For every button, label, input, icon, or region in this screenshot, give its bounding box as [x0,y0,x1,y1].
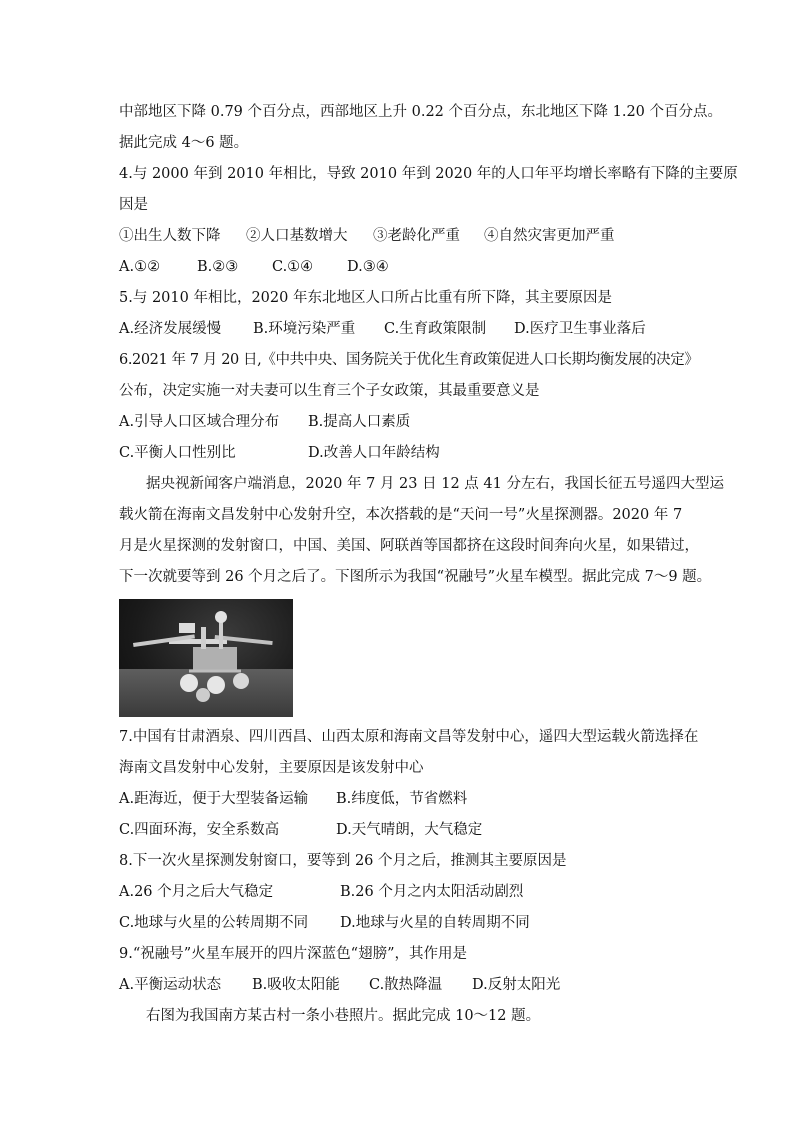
q4-item-3: ③老龄化严重 [373,228,460,244]
q4-item-1: ①出生人数下降 [119,228,221,244]
q5-option-c: C.生育政策限制 [384,321,487,337]
q5-option-b: B.环境污染严重 [253,321,356,337]
passage2-line-3: 月是火星探测的发射窗口，中国、美国、阿联酋等国都挤在这段时间奔向火星，如果错过， [119,538,699,554]
q7-option-b: B.纬度低，节省燃料 [336,791,468,807]
q6-option-c: C.平衡人口性别比 [119,445,236,461]
q9-option-d: D.反射太阳光 [472,977,561,993]
passage2-line-2: 载火箭在海南文昌发射中心发射升空，本次搭载的是“天问一号”火星探测器。2020 年 7 [119,507,683,523]
q4-option-c: C.①④ [272,259,314,275]
q4-stem-line-2: 因是 [119,197,148,213]
q4-stem-line-1: 4.与 2000 年到 2010 年相比，导致 2010 年到 2020 年的人口年平均增长率略有下降的主要原 [119,166,738,182]
q9-options [119,975,560,995]
q4-option-b: B.②③ [197,259,239,275]
passage3: 右图为我国南方某古村一条小巷照片。据此完成 10～12 题。 [146,1008,541,1024]
q5-stem: 5.与 2010 年相比，2020 年东北地区人口所占比重有所下降，其主要原因是 [119,290,612,306]
q8-option-b: B.26 个月之内太阳活动剧烈 [340,884,524,900]
q8-option-d: D.地球与火星的自转周期不同 [340,915,530,931]
q9-stem: 9.“祝融号”火星车展开的四片深蓝色“翅膀”，其作用是 [119,946,467,962]
passage1-line-2: 据此完成 4～6 题。 [119,135,249,151]
mars-rover-photo [119,599,293,717]
q8-options-row-2 [119,913,530,933]
q6-option-a: A.引导人口区域合理分布 [119,414,280,430]
q7-options-row-1 [119,789,467,809]
q9-option-c: C.散热降温 [369,977,443,993]
q6-stem-line-2: 公布，决定实施一对夫妻可以生育三个子女政策，其最重要意义是 [119,383,540,399]
rover-model-graphic [119,599,293,717]
q6-option-d: D.改善人口年龄结构 [308,445,440,461]
q8-option-a: A.26 个月之后大气稳定 [119,884,274,900]
q4-options [119,257,389,277]
q8-options-row-1 [119,882,523,902]
q4-option-d: D.③④ [347,259,389,275]
q4-item-2: ②人口基数增大 [246,228,348,244]
q7-options-row-2 [119,820,482,840]
q9-option-a: A.平衡运动状态 [119,977,222,993]
q7-stem-line-2: 海南文昌发射中心发射，主要原因是该发射中心 [119,760,424,776]
q7-option-d: D.天气晴朗，大气稳定 [336,822,483,838]
q8-stem: 8.下一次火星探测发射窗口，要等到 26 个月之后，推测其主要原因是 [119,853,567,869]
q6-options-row-2 [119,443,440,463]
passage1-line-1: 中部地区下降 0.79 个百分点，西部地区上升 0.22 个百分点，东北地区下降 1.20 个百分点。 [119,104,723,120]
q8-option-c: C.地球与火星的公转周期不同 [119,915,309,931]
q6-stem-line-1: 6.2021 年 7 月 20 日,《中共中央、国务院关于优化生育政策促进人口长期均衡发展的决定》 [119,352,699,368]
q4-item-4: ④自然灾害更加严重 [484,228,615,244]
q6-option-b: B.提高人口素质 [308,414,411,430]
passage2-line-4: 下一次就要等到 26 个月之后了。下图所示为我国“祝融号”火星车模型。据此完成 7～9 题。 [119,569,712,585]
q9-option-b: B.吸收太阳能 [252,977,340,993]
q7-option-c: C.四面环海，安全系数高 [119,822,280,838]
q5-options [119,319,646,339]
q4-option-a: A.①② [119,259,161,275]
q5-option-d: D.医疗卫生事业落后 [514,321,646,337]
q7-option-a: A.距海近，便于大型装备运输 [119,791,309,807]
q7-stem-line-1: 7.中国有甘肃酒泉、四川西昌、山西太原和海南文昌等发射中心，遥四大型运载火箭选择在 [119,729,699,745]
q4-items [119,226,615,246]
q6-options-row-1 [119,412,410,432]
passage2-line-1: 据央视新闻客户端消息，2020 年 7 月 23 日 12 点 41 分左右，我国长征五号遥四大型运 [146,476,724,492]
q5-option-a: A.经济发展缓慢 [119,321,222,337]
